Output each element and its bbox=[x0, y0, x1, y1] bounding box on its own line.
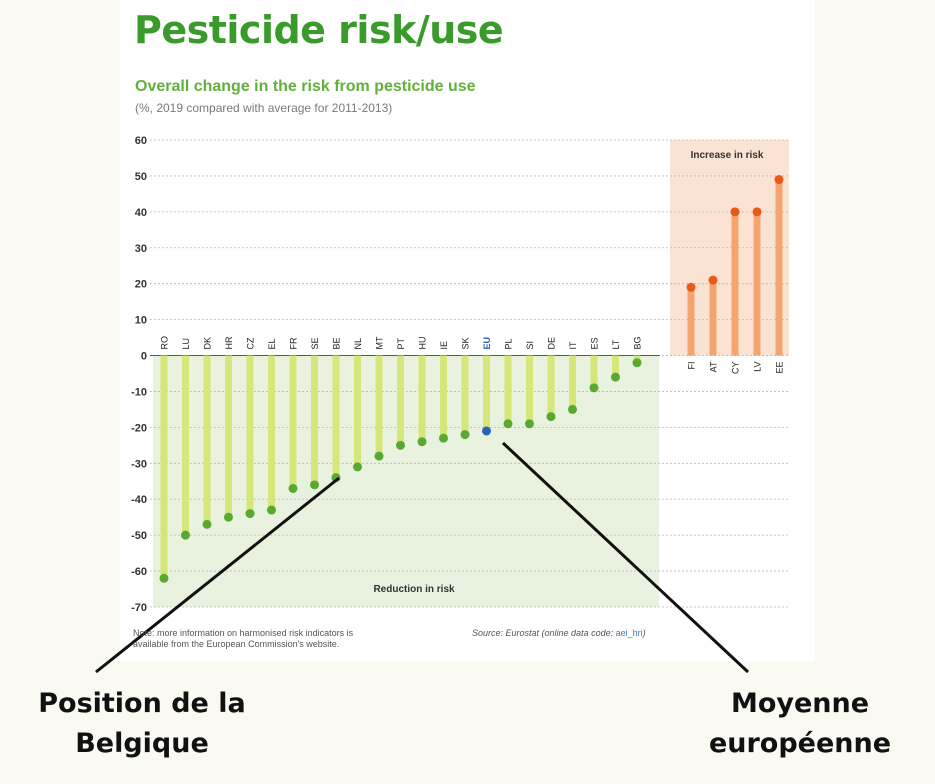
point-lt bbox=[611, 373, 620, 382]
point-eu bbox=[482, 426, 491, 435]
bar-lu bbox=[182, 356, 189, 536]
y-tick-label: -20 bbox=[131, 422, 147, 435]
x-tick-label-si: SI bbox=[525, 341, 535, 350]
reduction-region-label: Reduction in risk bbox=[373, 584, 455, 595]
x-tick-label-de: DE bbox=[546, 337, 557, 350]
y-tick-label: -30 bbox=[131, 458, 147, 471]
point-pt bbox=[396, 441, 405, 450]
x-tick-label-lv: LV bbox=[752, 361, 763, 372]
bar-se bbox=[311, 356, 318, 485]
y-tick-label: -60 bbox=[131, 566, 147, 579]
point-fr bbox=[289, 484, 298, 493]
x-tick-label-ee: EE bbox=[774, 361, 785, 374]
x-tick-label-pl: PL bbox=[503, 338, 514, 350]
bar-es bbox=[591, 356, 598, 388]
point-ee bbox=[775, 175, 784, 184]
x-tick-label-el: EL bbox=[267, 338, 277, 350]
point-el bbox=[267, 506, 276, 515]
bar-pl bbox=[505, 356, 512, 424]
x-tick-label-dk: DK bbox=[202, 337, 213, 350]
increase-region-label: Increase in risk bbox=[690, 150, 764, 161]
bar-be bbox=[333, 356, 340, 478]
point-cz bbox=[246, 509, 255, 518]
bar-eu bbox=[483, 356, 490, 431]
bar-ie bbox=[440, 356, 447, 439]
bar-nl bbox=[354, 356, 361, 467]
x-tick-label-hu: HU bbox=[417, 336, 428, 350]
x-tick-label-at: AT bbox=[708, 361, 719, 373]
eu-average-annotation: Moyenne européenne bbox=[708, 688, 892, 759]
point-pl bbox=[504, 419, 513, 428]
chart-unit-note: (%, 2019 compared with average for 2011-2013) bbox=[135, 101, 393, 115]
point-bg bbox=[633, 358, 642, 367]
y-tick-label: 0 bbox=[140, 350, 147, 363]
x-tick-label-pt: PT bbox=[396, 338, 406, 350]
x-tick-label-mt: MT bbox=[374, 336, 385, 350]
x-tick-label-fi: FI bbox=[686, 361, 697, 370]
bar-lv bbox=[754, 212, 761, 356]
point-sk bbox=[461, 430, 470, 439]
belgium-annotation: Position de la Belgique bbox=[38, 688, 246, 759]
page-title: Pesticide risk/use bbox=[134, 8, 504, 52]
bar-cz bbox=[247, 356, 254, 514]
bar-hu bbox=[419, 356, 426, 442]
x-tick-label-nl: NL bbox=[353, 338, 363, 350]
x-tick-label-sk: SK bbox=[460, 337, 471, 350]
y-tick-label: -70 bbox=[131, 602, 147, 614]
source-prefix: Source: Eurostat (online data code: bbox=[472, 628, 616, 638]
y-tick-label: 30 bbox=[134, 242, 147, 255]
x-tick-label-cz: CZ bbox=[245, 337, 256, 350]
source-suffix: ) bbox=[642, 628, 646, 638]
chart-subtitle: Overall change in the risk from pesticide use bbox=[135, 78, 476, 95]
point-mt bbox=[375, 452, 384, 461]
bar-it bbox=[569, 356, 576, 410]
point-si bbox=[525, 419, 534, 428]
y-tick-label: 60 bbox=[134, 135, 147, 147]
bar-mt bbox=[376, 356, 383, 457]
point-nl bbox=[353, 462, 362, 471]
bar-ro bbox=[161, 356, 168, 579]
point-it bbox=[568, 405, 577, 414]
point-de bbox=[547, 412, 556, 421]
x-tick-label-cy: CY bbox=[730, 361, 741, 375]
x-tick-label-es: ES bbox=[589, 337, 600, 350]
y-tick-label: -10 bbox=[131, 386, 147, 399]
point-se bbox=[310, 480, 319, 489]
bar-hr bbox=[225, 356, 232, 518]
footnote: Note: more information on harmonised risk indicators is available from the European Commission's website. bbox=[133, 628, 354, 649]
bar-cy bbox=[732, 212, 739, 356]
point-ie bbox=[439, 434, 448, 443]
x-tick-label-ie: IE bbox=[439, 341, 449, 350]
bar-sk bbox=[462, 356, 469, 435]
x-tick-label-fr: FR bbox=[288, 337, 299, 350]
source-note bbox=[472, 628, 646, 639]
source-code-link[interactable]: aei_hri bbox=[615, 628, 643, 638]
bar-fr bbox=[290, 356, 297, 489]
x-tick-label-hr: HR bbox=[224, 336, 234, 350]
point-fi bbox=[687, 283, 696, 292]
y-tick-label: -40 bbox=[131, 494, 147, 507]
point-lu bbox=[181, 531, 190, 540]
x-tick-label-lu: LU bbox=[181, 338, 191, 350]
y-tick-label: 40 bbox=[134, 206, 147, 219]
y-tick-label: 20 bbox=[134, 278, 147, 291]
bar-at bbox=[710, 280, 717, 355]
bar-pt bbox=[397, 356, 404, 446]
point-at bbox=[709, 276, 718, 285]
bar-de bbox=[548, 356, 555, 417]
x-tick-label-bg: BG bbox=[632, 336, 643, 350]
y-tick-label: 50 bbox=[134, 170, 147, 183]
x-tick-label-lt: LT bbox=[611, 339, 621, 350]
point-es bbox=[590, 383, 599, 392]
x-tick-label-it: IT bbox=[568, 341, 578, 350]
bar-fi bbox=[688, 287, 695, 355]
bar-ee bbox=[776, 180, 783, 356]
x-tick-label-be: BE bbox=[331, 337, 342, 350]
bar-si bbox=[526, 356, 533, 424]
point-ro bbox=[160, 574, 169, 583]
bar-dk bbox=[204, 356, 211, 525]
bar-el bbox=[268, 356, 275, 510]
x-tick-label-eu: EU bbox=[482, 337, 492, 350]
point-hr bbox=[224, 513, 233, 522]
x-tick-label-ro: RO bbox=[159, 336, 170, 350]
point-cy bbox=[731, 207, 740, 216]
point-dk bbox=[203, 520, 212, 529]
y-tick-label: -50 bbox=[131, 530, 147, 543]
point-hu bbox=[418, 437, 427, 446]
y-tick-label: 10 bbox=[134, 314, 147, 327]
x-tick-label-se: SE bbox=[310, 337, 320, 350]
point-lv bbox=[753, 207, 762, 216]
